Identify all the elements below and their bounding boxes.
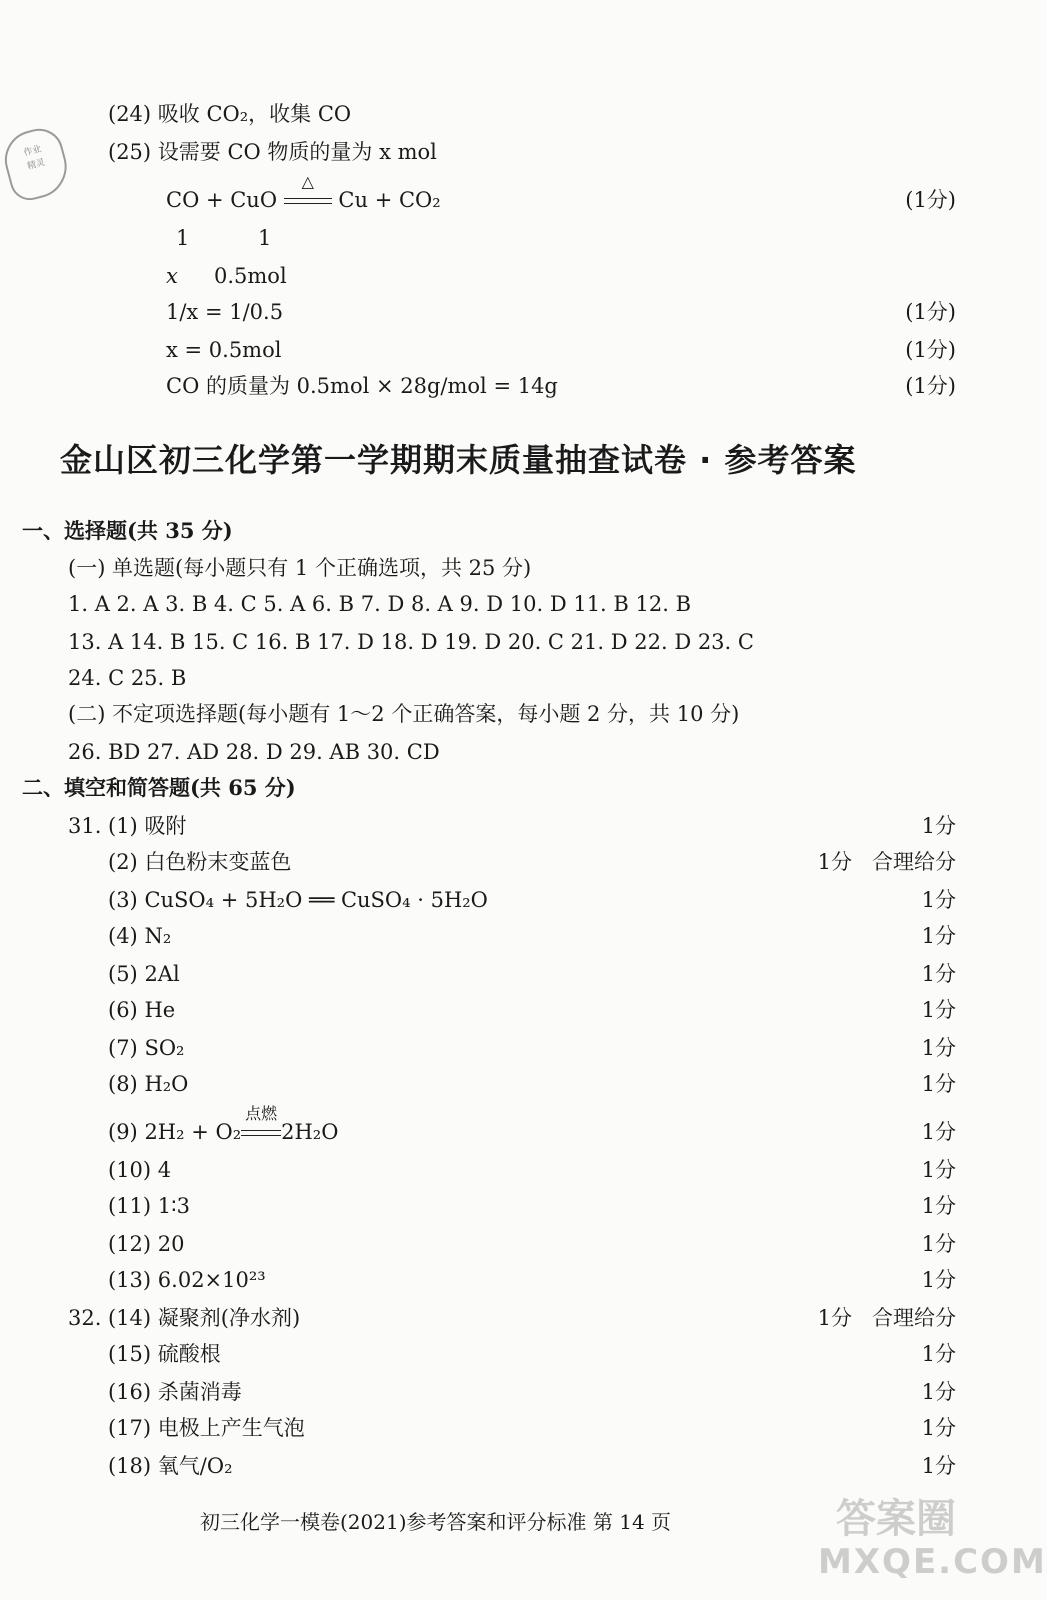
item-text: CuSO₄ + 5H₂O ══ CuSO₄ · 5H₂O [144,888,488,912]
item-rhs: 2H₂O [281,1120,339,1144]
question-number-31: 31. [68,814,102,838]
answer-item [108,922,171,950]
reaction-equation [166,171,441,214]
score: 1分 [921,1194,956,1218]
score: 1分 [921,1268,956,1292]
item-text: 20 [157,1232,185,1256]
item-text: 电极上产生气泡 [157,1416,305,1440]
score: 1分 [921,924,956,948]
answer-item [108,1156,171,1184]
score: (1分) [905,300,956,324]
item-number: (4) [108,924,138,948]
item-number: (9) [108,1120,138,1144]
co-mass: CO 的质量为 0.5mol × 28g/mol = 14g [166,374,558,398]
item-text: 2Al [144,962,180,986]
item-text: 2H₂ + O₂ [144,1120,242,1144]
item-text: He [144,998,176,1022]
stamp-logo [0,123,74,204]
answer-item [108,1266,266,1294]
answer-item [108,960,180,988]
reaction-rhs: Cu + CO₂ [338,188,441,212]
answer-item [108,886,488,914]
score: 1分 [921,1120,956,1144]
stamp-line2: 精灵 [26,157,47,173]
score: 1分 [921,1232,956,1256]
answer-24: (24) 吸收 CO₂，收集 CO [108,102,352,126]
item-text: 吸附 [144,814,187,838]
question-number-32: 32. [68,1306,102,1330]
answer-item [108,1452,233,1480]
answer-item [108,996,175,1024]
subsection-multi-choice: (二) 不定项选择题(每小题有 1～2 个正确答案，每小题 2 分，共 10 分) [68,702,740,726]
item-number: (1) [108,814,138,838]
watermark-logo [818,1496,1047,1588]
item-number: (11) [108,1194,152,1218]
stamp-line1: 作业 [22,144,43,159]
page-title: 金山区初三化学第一学期期末质量抽查试卷 · 参考答案 [60,441,857,479]
score: 1分 [921,814,956,838]
answer-row-1: 1. A 2. A 3. B 4. C 5. A 6. B 7. D 8. A 9. D 10. D 11. B 12. B [68,592,692,616]
item-text: 硫酸根 [157,1342,221,1366]
heat-condition: △ [301,171,314,191]
item-number: (15) [108,1342,152,1366]
score: 1分 [921,1380,956,1404]
answer-item [108,1304,300,1332]
item-number: (8) [108,1072,138,1096]
item-text: SO₂ [144,1036,185,1060]
score: 1分 [921,1036,956,1060]
ratio-a: 1 [176,226,190,250]
ratio-b: 1 [258,226,272,250]
answer-item [108,1070,188,1098]
section-heading-fill: 二、填空和简答题(共 65 分) [22,775,296,800]
answer-item [108,848,291,876]
reaction-arrow [241,1103,281,1141]
score: 1分 [921,1454,956,1478]
score: (1分) [905,188,956,212]
answer-item [108,1034,184,1062]
reaction-lhs: CO + CuO [166,188,278,212]
ignite-condition: 点燃 [245,1103,278,1123]
score: (1分) [905,338,956,362]
answer-item [108,1378,242,1406]
item-number: (14) [108,1306,152,1330]
page-footer: 初三化学一模卷(2021)参考答案和评分标准 第 14 页 [200,1510,672,1534]
answer-row-3: 24. C 25. B [68,666,187,690]
score: 1分 [921,962,956,986]
score: 1分 [921,1342,956,1366]
proportion: 1/x = 1/0.5 [166,300,284,324]
answer-25: (25) 设需要 CO 物质的量为 x mol [108,140,437,164]
item-number: (17) [108,1416,152,1440]
item-text: 4 [157,1158,172,1182]
item-number: (5) [108,962,138,986]
score: 1分 [921,1072,956,1096]
x-value: x = 0.5mol [166,338,282,362]
section-heading-choice: 一、选择题(共 35 分) [22,518,233,543]
score: 1分 合理给分 [817,1306,956,1330]
item-number: (10) [108,1158,152,1182]
answer-row-2: 13. A 14. B 15. C 16. B 17. D 18. D 19. D 20. C 21. D 22. D 23. C [68,630,754,654]
item-number: (13) [108,1268,152,1292]
item-text: 6.02×10²³ [157,1268,266,1292]
answer-item [108,1103,339,1146]
item-text: 1∶3 [157,1194,190,1218]
subsection-single-choice: (一) 单选题(每小题只有 1 个正确选项，共 25 分) [68,556,532,580]
score: 1分 合理给分 [817,850,956,874]
answer-item [108,812,186,840]
score: 1分 [921,1158,956,1182]
answer-item [108,1340,221,1368]
watermark-line2: MXQE.COM [818,1542,1047,1582]
item-number: (12) [108,1232,152,1256]
item-number: (6) [108,998,138,1022]
item-text: 凝聚剂(净水剂) [157,1306,301,1330]
value-b: 0.5mol [214,264,287,288]
answer-item [108,1414,305,1442]
item-text: 杀菌消毒 [157,1380,242,1404]
item-number: (7) [108,1036,138,1060]
score: (1分) [905,374,956,398]
answer-row-4: 26. BD 27. AD 28. D 29. AB 30. CD [68,740,440,764]
score: 1分 [921,1416,956,1440]
item-text: N₂ [144,924,172,948]
item-text: H₂O [144,1072,189,1096]
item-text: 氧气/O₂ [157,1454,233,1478]
reaction-arrow [284,171,332,209]
item-number: (18) [108,1454,152,1478]
item-text: 白色粉末变蓝色 [144,850,292,874]
score: 1分 [921,888,956,912]
item-number: (16) [108,1380,152,1404]
score: 1分 [921,998,956,1022]
answer-item [108,1230,185,1258]
item-number: (3) [108,888,138,912]
item-number: (2) [108,850,138,874]
watermark-line1: 答案圈 [836,1496,956,1542]
value-a: x [166,264,178,288]
answer-item [108,1192,190,1220]
